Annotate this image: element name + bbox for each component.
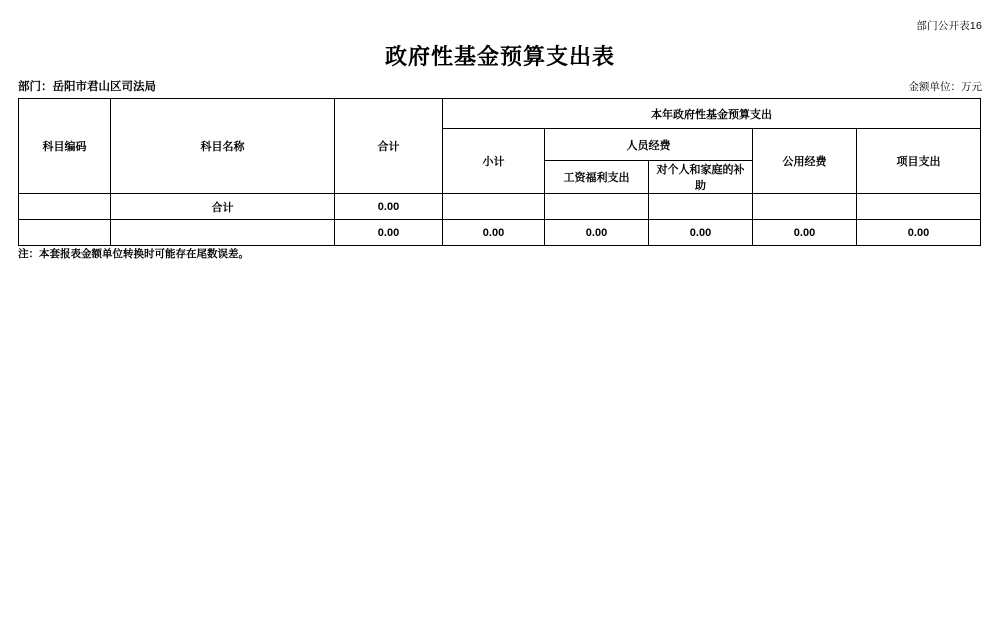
col-header-project-expense: 项目支出	[857, 129, 981, 194]
cell-public-expense	[753, 194, 857, 220]
cell-family-subsidy: 0.00	[649, 220, 753, 246]
cell-subject-code	[19, 220, 111, 246]
cell-total: 0.00	[335, 220, 443, 246]
col-header-subject-code: 科目编码	[19, 99, 111, 194]
cell-salary-welfare: 0.00	[545, 220, 649, 246]
col-header-personnel-group: 人员经费	[545, 129, 753, 161]
col-header-subtotal: 小计	[443, 129, 545, 194]
table-row	[19, 194, 981, 220]
cell-project-expense: 0.00	[857, 220, 981, 246]
col-header-total: 合计	[335, 99, 443, 194]
cell-subtotal: 0.00	[443, 220, 545, 246]
cell-subject-code	[19, 194, 111, 220]
col-header-current-year-group: 本年政府性基金预算支出	[443, 99, 981, 129]
cell-subject-name	[111, 220, 335, 246]
col-header-family-subsidy: 对个人和家庭的补助	[649, 161, 753, 194]
col-header-subject-name: 科目名称	[111, 99, 335, 194]
cell-project-expense	[857, 194, 981, 220]
amount-unit-label: 金额单位：万元	[908, 81, 982, 93]
col-header-salary-welfare: 工资福利支出	[545, 161, 649, 194]
page-title: 政府性基金预算支出表	[384, 44, 615, 69]
budget-table	[18, 98, 981, 246]
cell-subject-name: 合计	[111, 194, 335, 220]
col-header-public-expense: 公用经费	[753, 129, 857, 194]
cell-salary-welfare	[545, 194, 649, 220]
footnote: 注：本套报表金额单位转换时可能存在尾数误差。	[18, 248, 249, 260]
cell-total: 0.00	[335, 194, 443, 220]
table-row	[19, 220, 981, 246]
cell-family-subsidy	[649, 194, 753, 220]
cell-public-expense: 0.00	[753, 220, 857, 246]
form-code-label: 部门公开表16	[916, 20, 982, 32]
department-label: 部门：岳阳市君山区司法局	[18, 81, 156, 93]
cell-subtotal	[443, 194, 545, 220]
